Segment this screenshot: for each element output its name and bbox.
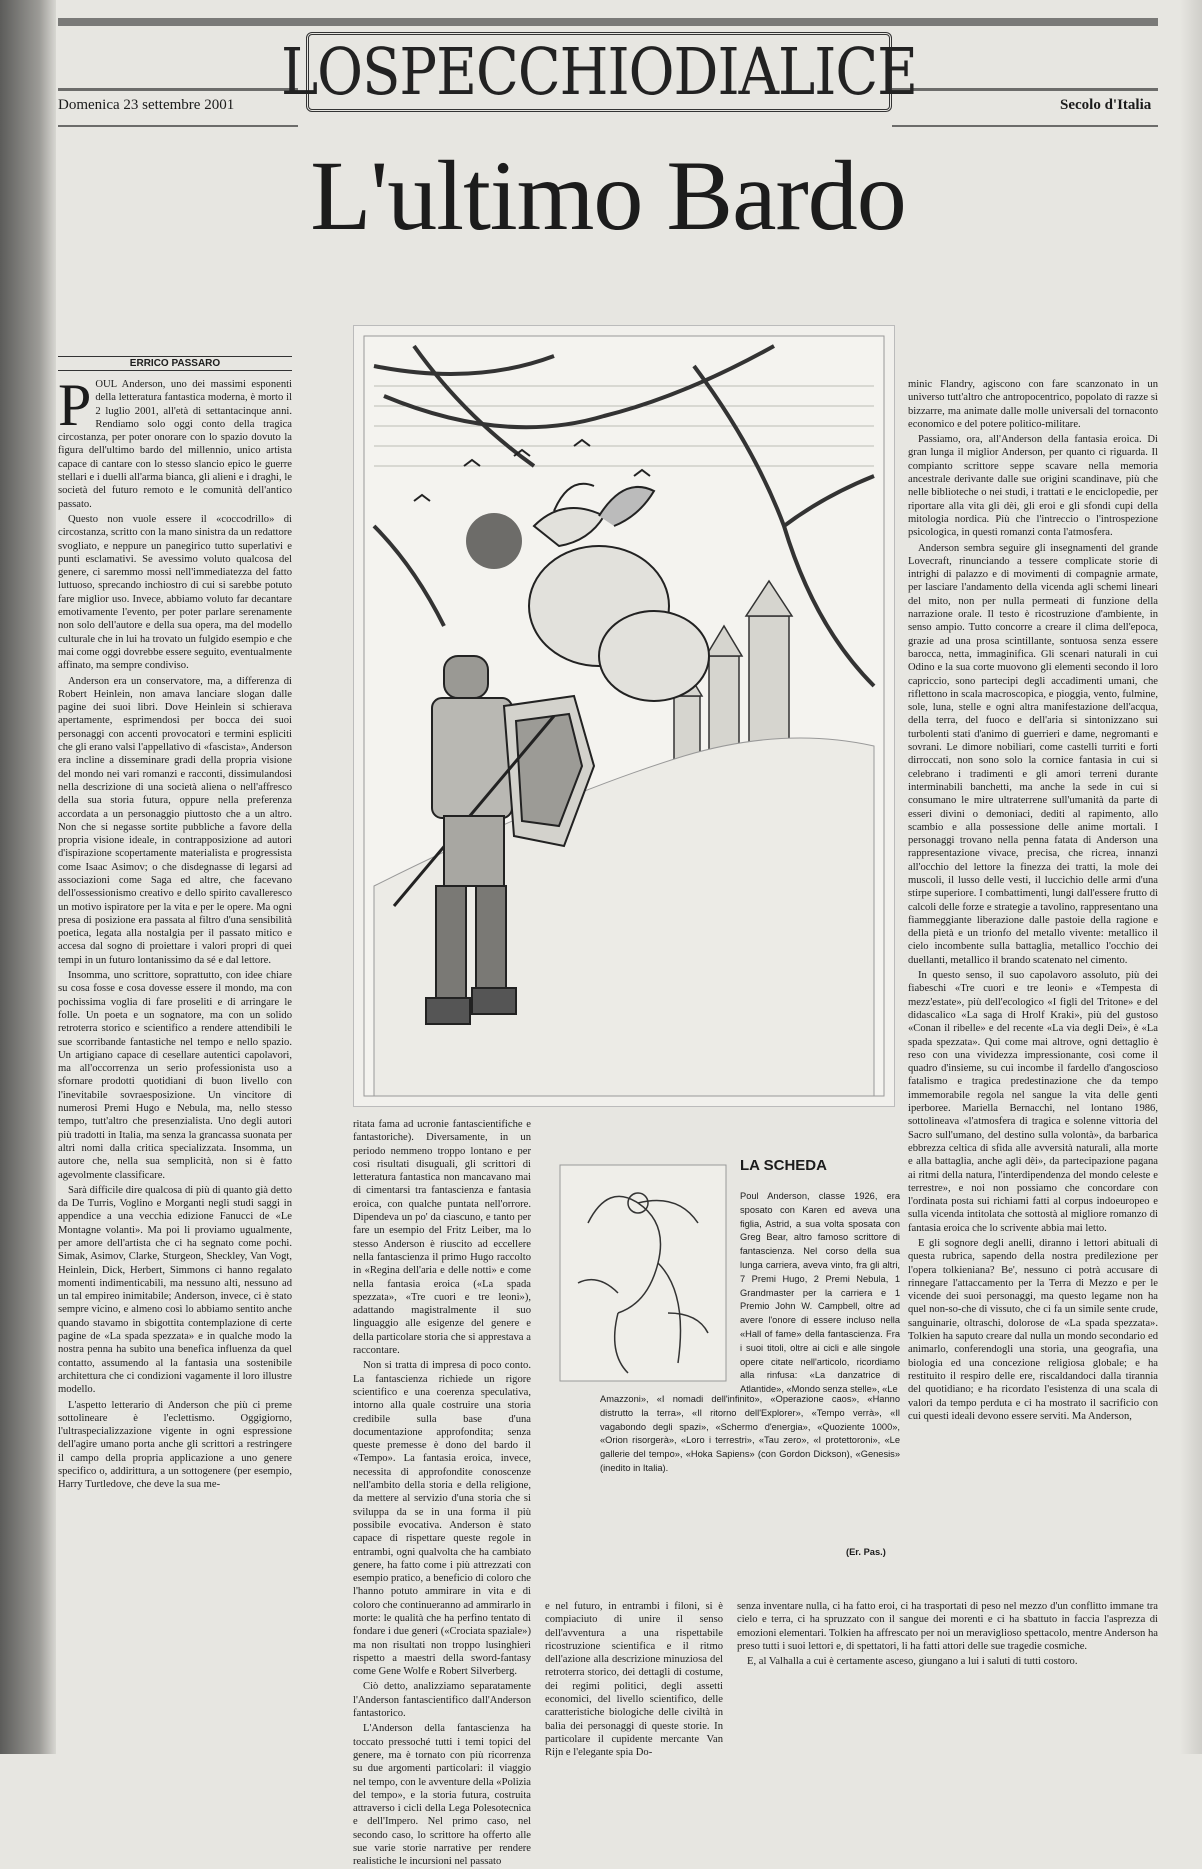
text-column-5	[737, 1600, 1158, 1740]
paragraph: minic Flandry, agiscono con fare scanzonato in un universo tutt'altro che antropocentrico, popolato di razze sì bizzarre, ma animate dalle molle universali del tornaconto economico e del potere politico-militare.	[908, 379, 1158, 430]
issue-date: Domenica 23 settembre 2001	[58, 97, 235, 113]
text-column-2	[353, 1118, 531, 1868]
paragraph: L'aspetto letterario di Anderson che più ci preme sottolineare è l'eclettismo. Oggigiorno, l'ultraspecializzazione vigente in ogni espressione dell'agire umano porta anche gli scrittori a restringere il campo della propria applicazione a uno genere specifico o, addirittura, a un sottogenere (per esempio, Harry Turtledove, che deve la sua me-	[58, 1399, 292, 1491]
paragraph: Insomma, uno scrittore, soprattutto, con idee chiare su cosa fosse e cosa dovesse essere il mondo, ma con pochissima voglia di fare proseliti e di arringare le folle. Un poeta e un sognatore, ma con un solido retroterra storico e scientifico a rendere attendibili le sue scorribande fantastiche nel tempo e nello spazio. Un artigiano capace di cesellare autentici capolavori, ma all'occorrenza un serio professionista uso a sfornare prodotti quotidiani di buon livello con l'inevitabile sovraesposizione. Un vincitore di numerosi Premi Hugo e Nebula, ma, nello stesso tempo, tutt'altro che presenzialista. Uno degli autori più tradotti in Italia, ma senza la grancassa suonata per altri nomi dalla critica specializzata. Insomma, un autore che, nella sua semplicità, non si è fatto agevolmente classificare.	[58, 970, 292, 1181]
paragraph: Ciò detto, analizziamo separatamente l'Anderson fantascientifico dall'Anderson fantastorico.	[353, 1681, 531, 1720]
page-shadow-right	[1180, 0, 1202, 1754]
paragraph: L'Anderson della fantascienza ha toccato pressoché tutti i temi topici del genere, ma è tornato con più ricorrenza su due argomenti particolari: il viaggio nel tempo, con le avventure della «Polizia del tempo», e la storia futura, costruita attraverso i cicli della Lega Polesotecnica e dell'Impero. Nel primo caso, nel secondo caso, lo scrittore ha offerto alle sue varie storie narrative per rendere realistiche le incursioni nel passato	[353, 1723, 531, 1868]
top-bar	[58, 18, 1158, 26]
header-rule-right	[892, 88, 1158, 91]
page-shadow-left	[0, 0, 56, 1754]
paragraph: E, al Valhalla a cui è certamente asceso, giungano a lui i saluti di tutti costoro.	[747, 1656, 1078, 1668]
paragraph: OUL Anderson, uno dei massimi esponenti della letteratura fantastica moderna, è morto il 2 luglio 2001, all'età di settantacinque anni. Rendiamo solo oggi conto della tragica circostanza, per poter onorare con lo spazio dovuto la figura dell'ultimo bardo del millennio, unico artista capace di cantare con lo stesso slancio epico le guerre stellari e i duelli all'arma bianca, gli alieni e i draghi, le società del futuro remoto e le comunità dell'antico passato.	[58, 379, 292, 510]
header-rule-right-lower	[892, 125, 1158, 127]
drop-cap: P	[58, 372, 92, 438]
paragraph: ritata fama ad ucronie fantascientifiche e fantastoriche). Diversamente, in un periodo nemmeno troppo lontano e per così risultati disuguali, gli scrittori di letteratura fantastica non mancavano mai di cimentarsi tra fantascienza e fantasia eroica, con qualche puntata nell'orrore. Dipendeva un po' da ciascuno, e tanto per fare un esempio del Fritz Leiber, ma lo stesso Anderson è riuscito ad eccellere nella fantascienza il primo Hugo raccolto in «Regina dell'aria e delle notti» e come nella fantasia eroica («La spada spezzata», «Tre cuori e tre leoni»), adattando magistralmente il suo linguaggio alle esigenze del genere e della particolare storia che si apprestava a raccontare.	[353, 1119, 531, 1357]
paragraph: Anderson era un conservatore, ma, a differenza di Robert Heinlein, non amava lanciare slogan dalle pagine dei suoi libri. Dove Heinlein si schierava apertamente, esprimendosi per bocca dei suoi personaggi con accenti provocatori e termini espliciti che gli erano valsi l'appellativo di «fascista», Anderson era incline a disseminare gradi della propria visione del mondo nei vari romanzi e racconti, dissimulandosi nella descrizione di una società aliena o nell'affresco della sua storia futura, oppure nella preferenza accordata a un personaggio piuttosto che a un altro. Non che si negasse sortite pubbliche a favore della propria visione ideale, in contrapposizione ad autori d'ispirazione scopertamente materialista e progressista come Isaac Asimov; o che disdegnasse di legarsi ad associazioni come Saga ed altre, che facevano dell'ossessionismo creativo e dello spirito cavalleresco un motivo ispiratore per la vita e per le opere. Ma ogni presa di posizione era passata al filtro d'una sensibilità poetica, legata alla nostalgia per il passato mitico e accesa dal sogno di proiettare i valori propri di quei tempi in un futuro lontanissimo da sé e dal lettore.	[58, 675, 292, 966]
paragraph: E gli sognore degli anelli, diranno i lettori abituali di questa rubrica, sapendo della nostra predilezione per l'opera tolkieniana? Be', nessuno ci potrà accusare di rinnegare l'attaccamento per la Terra di Mezzo e per le vicende dei suoi personaggi, ma questo legame non ha quel non-so-che di vissuto, che ci fa un simile sente crude, sanguinarie, oltraschi, dolorose de «La spada spezzata». Tolkien ha saputo creare dal nulla un mondo secondario ed animarlo, conferendogli una storia, una geografia, una biologia ed una concezione religiosa globale; e ha restituito il respiro delle ere, riscaldandoci dalla tirannia del quotidiano; e ha ricordato l'esistenza di una scala di valori da tempo perduta e ci ha mostrato il sacrificio con cui questi ideali devono essere serviti. Ma Anderson,	[908, 1238, 1158, 1422]
sketch-illustration	[558, 1163, 728, 1383]
paragraph: Passiamo, ora, all'Anderson della fantasia eroica. Di gran lunga il miglior Anderson, per quanto ci riguarda. Il compianto scrittore seppe scavare nella memoria ancestrale derivante dalle sue origini scandinave, più che nelle biblioteche o nei studi, i trattati e le enciclopedie, per riportare alla vita gli dèi, gli eroi e gli sfondi cupi della mitologia nordica. Più che l'intreccio o l'introspezione psicologica, in questi romanzi conta l'atmosfera.	[908, 434, 1158, 539]
newspaper-name: Secolo d'Italia	[1060, 97, 1152, 113]
text-column-3	[545, 1600, 723, 1759]
info-box-signature: (Er. Pas.)	[846, 1547, 886, 1557]
article-byline: ERRICO PASSARO	[58, 356, 292, 371]
info-box-text-continued: Amazzoni», «I nomadi dell'infinito», «Operazione caos», «Hanno distrutto la terra», «Il ritorno dell'Explorer», «Tempo verrà», «Il vagabondo degli spazi», «Schermo d'energia», «Quoziente 1000», «Orion risorgerà», «Loro i terrestri», «Tau zero», «I protettoroni», «Le gallerie del tempo», «Hoka Sapiens» (con Gordon Dickson), «Genesis» (inedito in Italia).	[600, 1394, 900, 1473]
info-box-title: LA SCHEDA	[740, 1157, 827, 1174]
info-box-text: Poul Anderson, classe 1926, era sposato con Karen ed aveva una figlia, Astrid, a sua volta sposata con Greg Bear, altro famoso scrittore di fantascienza. Nel corso della sua lunga carriera, aveva vinto, fra gli altri, 7 Premi Hugo, 2 Premi Nebula, 1 Grandmaster per la carriera e 1 Premio John W. Campbell, oltre ad avere l'onore di essere incluso nella «Hall of fame» della fantascienza. Fra i suoi titoli, oltre ai cicli e alle singole opere citate nell'articolo, ricordiamo alla rinfusa: «La danzatrice di Atlantide», «Mondo senza stelle», «Le	[740, 1191, 900, 1395]
paragraph: In questo senso, il suo capolavoro assoluto, più dei fiabeschi «Tre cuori e tre leoni» e «Tempesta di mezz'estate», più dell'ecologico «I figli del Tritone» e del didascalico «La saga di Hrolf Kraki», più del gustoso «Conan il ribelle» e del recente «La via degli Dei», è «La spada spezzata». Qui come mai altrove, ogni dettaglio è reso con una vividezza impressionante, così come il quadro d'insieme, su cui incombe il fardello d'angoscioso fatalismo e tragica predestinazione che da tempo immemorabile regola nel sangue la vita delle genti iperboree. Mariella Bernacchi, nel lontano 1986, sottolineava «l'atmosfera di tragica e solenne vittoria del Sacro sull'umano, del destino sulla volontà», da barbarica ebbrezza celtica di sfida alle avversità naturali, alla morte e alla battaglia, anche agli dèi», da partecipazione pagana ai ritmi della natura, l'interdipendenza del mondo celeste e terrestre», e noi non possiamo che concordare con l'ordinata posta sui richiami fatti al corpus indoeuropeo e sulla vicenda intitolata che sottostà al migliore romanzo di fantasia eroica che lo scrivente abbia mai letto.	[908, 970, 1158, 1234]
text-column-1	[58, 372, 292, 1738]
paragraph: e nel futuro, in entrambi i filoni, si è compiaciuto di unire il senso dell'avventura a una rispettabile ricostruzione scientifica e il ritmo dell'azione alla descrizione minuziosa del retroterra storico, dei dettagli di costume, dei regimi politici, degli assetti economici, del livello scientifico, delle caratteristiche biologiche delle civiltà in balìa dei personaggi di queste storie. In particolare il cupidente mercante Van Rijn e l'elegante spia Do-	[545, 1601, 723, 1759]
text-column-4	[908, 378, 1158, 1600]
header-rule-left	[58, 88, 298, 91]
header-rule-left-lower	[58, 125, 298, 127]
paragraph: Sarà difficile dire qualcosa di più di quanto già detto da De Turris, Voglino e Morganti negli studi saggi in appendice a una vecchia edizione Fanucci de «Le Montagne volanti». Ma poi li proviamo ugualmente, per amore dell'artista che ci ha segnato come pochi. Simak, Asimov, Clarke, Sturgeon, Sheckley, Van Vogt, Heinlein, Dick, Herbert, Simmons ci hanno regalato momenti indimenticabili, ma nessuno alti, nessuno ad un tal empireo inimitabile; Anderson, invece, ci è stato sempre vicino, e almeno così lo abbiamo sentito anche quando stavamo in sbigottita contemplazione di certe pagine de «La spada spezzata» e in qualche modo la nostra penna ha subito una benefica influenza da quel contatto, assumendo al la fantasia una sostenibile architettura che ci condizioni vagamente il loro illustre modello.	[58, 1184, 292, 1396]
paragraph: senza inventare nulla, ci ha fatto eroi, ci ha trasportati di peso nel mezzo d'un conflitto immane tra cielo e terra, ci ha spruzzato con il sangue dei morenti e ci ha sbattuto in faccia l'asprezza di emozioni elementari. Tolkien ha affrescato per noi un meraviglioso spettacolo, mentre Anderson ha preso tutti i suoi lettori e, di spettatori, li ha fatti attori delle sue tragedie cosmiche.	[737, 1601, 1158, 1652]
paragraph: Questo non vuole essere il «coccodrillo» di circostanza, scritto con la mano sinistra da un redattore svogliato, e neppure un panegirico tutto superlativi e punti esclamativi. Se avessimo voluto qualcosa del genere, ci saremmo mossi nell'immediatezza del fatto luttuoso, sprecando inchiostro di cui si sarebbe potuto fare miglior uso. Invece, abbiamo voluto far decantare emotivamente l'evento, per poter parlare serenamente non solo dell'autore e della sua opera, ma del modello culturale che in lui ha trovato un fulgido esempio e che mai come oggi dovrebbe essere seguito, eventualmente affinato, ma sempre condiviso.	[58, 513, 292, 672]
warrior-dragon-illustration	[353, 325, 895, 1107]
paragraph: Anderson sembra seguire gli insegnamenti del grande Lovecraft, rinunciando a tessere complicate storie di intrighi di palazzo e di movimenti di compagnie armate, per lasciare l'andamento della vicenda agli schemi lineari del mito, non per nulla permeati di funzione della narrazione orale. Il testo è ricostruzione d'ambiente, in senso ampio. Tutto concorre a creare il clima dell'epoca, grazie ad una prosa scintillante, sontuosa senza essere barocca, netta, immaginifica. Gli scenari naturali in cui Odino e la sua corte muovono gli elementi secondo il loro capriccio, sono partecipi degli accadimenti umani, che riflettono in scala macroscopica, e pioggia, vento, fulmine, sole, luna, stelle e ogni altra manifestazione dell'acqua, della terra, del fuoco e dell'aria si sintonizzano sui turbolenti stati d'animo di guerrieri e dame, negromanti e sovrani. Le dimore nobiliari, come castelli turriti e forti dirroccati, non sono solo la cornice fantasia in cui si celebrano i tradimenti e gli amori terreni durante interminabili banchetti, ma anche la sede in cui si consumano le mire ultraterrene sull'umanità da parte di esseri divini o demoniaci, dediti al rapimento, allo scambio e alla possessione delle anime mortali. I personaggi trovano nella penna fatata di Anderson una rappresentazione vivace, precisa, che ricrea, innanzi all'occhio del lettore la finezza dei tratti, la mole dei muscoli, il lusso delle vesti, il luccichio delle armi d'una stirpe superiore. I combattimenti, lungi dall'essere frutto di calcoli delle forze e strategie a tavolino, rappresentano una fiammeggiante liberazione dalle pastoie della ragione e della pietà e un trionfo del metallo vivente: metallico il cielo incombente sulla battaglia, metallico l'occhio dei duellanti, metallico il brando scatenato nel cimento.	[908, 542, 1158, 966]
masthead-title: LOSPECCHIODIALICE	[280, 34, 918, 110]
paragraph: Non si tratta di impresa di poco conto. La fantascienza richiede un rigore scientifico e una coerenza speculativa, intorno alla quale costruire una storia credibile sulla base d'una documentazione approfondita; senza queste premesse è dono del bardo il «Tempo». La fantasia eroica, invece, necessita di approfondite conoscenze nell'ambito della storia e della religione, da mettere al servizio d'una storia che si sviluppa da se in una forma il più possibile evocativa. Anderson è stato capace di rispettare queste regole in entrambi, ogni qualvolta che ha cambiato genere, ha fatto come i più attrezzati con esempio pratico, a beneficio di coloro che l'hanno potuto ammirare in vita e di coloro che continueranno ad ammirarlo in morte: le qualità che ha perfino tentato di fondare i due generi («Crociata spaziale») ma non risultati non troppo lusinghieri rispetto a maestri della sword-fantasy come Gene Wolfe e Robert Silverberg.	[353, 1360, 531, 1678]
article-headline: L'ultimo Bardo	[310, 140, 906, 251]
masthead	[280, 32, 918, 112]
